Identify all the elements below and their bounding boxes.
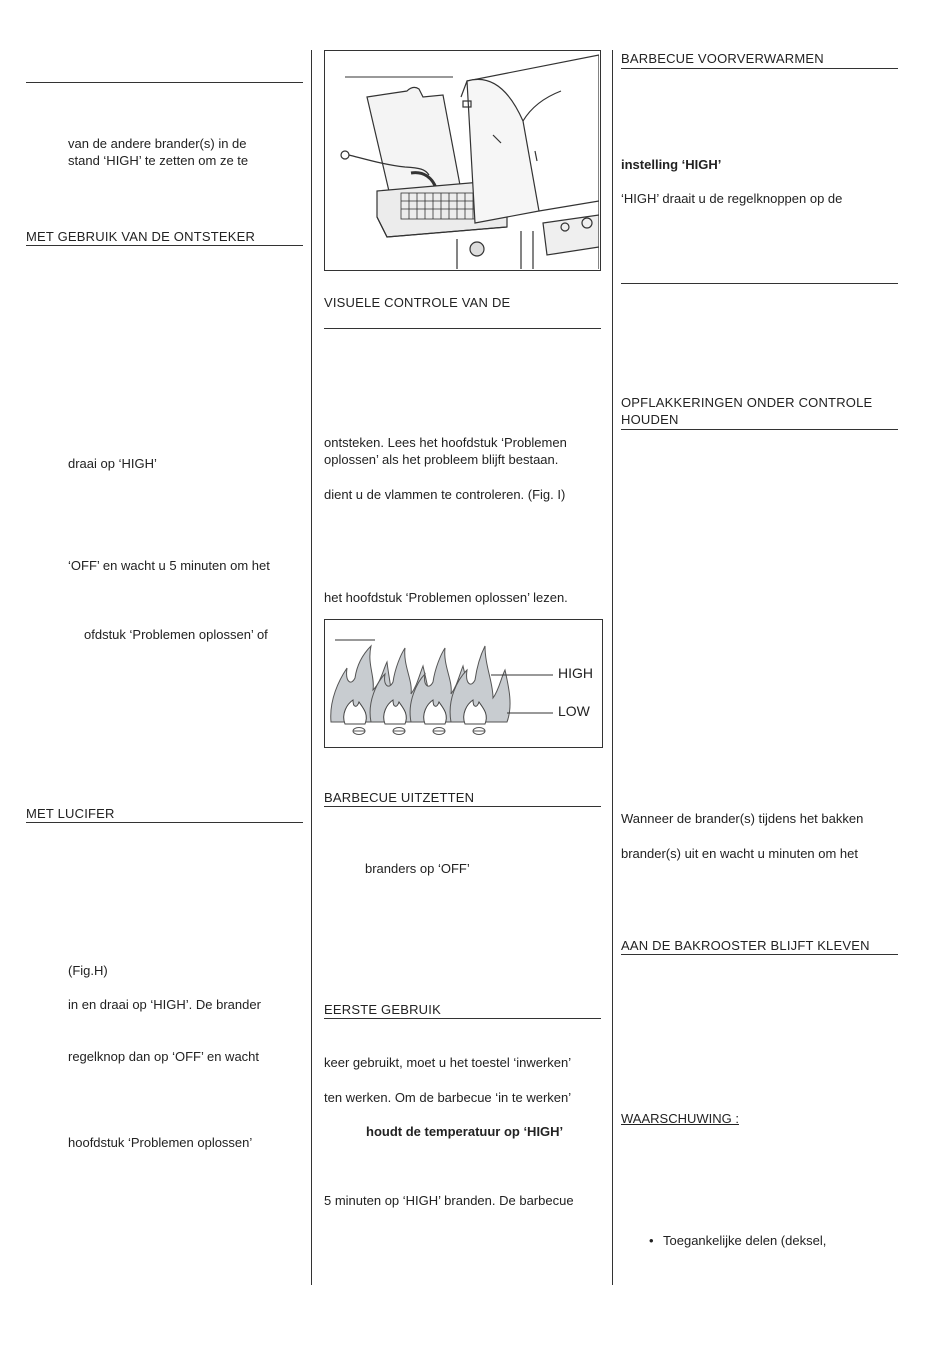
- section-heading: HOUDEN: [621, 412, 679, 427]
- body-text: het hoofdstuk ‘Problemen oplossen’ lezen.: [324, 590, 568, 605]
- body-text-bold: houdt de temperatuur op ‘HIGH’: [366, 1124, 564, 1139]
- body-text: draai op ‘HIGH’: [68, 456, 157, 471]
- section-heading: MET GEBRUIK VAN DE ONTSTEKER: [26, 229, 256, 244]
- section-rule: [324, 1018, 601, 1019]
- section-heading: OPFLAKKERINGEN ONDER CONTROLE: [621, 395, 873, 410]
- body-text: (Fig.H): [68, 963, 108, 978]
- section-rule: [26, 82, 303, 83]
- body-text: oplossen’ als het probleem blijft bestaan.: [324, 452, 559, 467]
- section-heading: MET LUCIFER: [26, 806, 115, 821]
- bullet-marker: •: [649, 1233, 654, 1248]
- section-heading: VISUELE CONTROLE VAN DE: [324, 295, 511, 310]
- body-text: ‘OFF’ en wacht u 5 minuten om het: [68, 558, 270, 573]
- body-text: branders op ‘OFF’: [365, 861, 470, 876]
- section-heading: BARBECUE UITZETTEN: [324, 790, 475, 805]
- body-text: dient u de vlammen te controleren. (Fig. I): [324, 487, 566, 502]
- grill-illustration: [324, 50, 601, 271]
- section-heading: AAN DE BAKROOSTER BLIJFT KLEVEN: [621, 938, 870, 953]
- body-text: ontsteken. Lees het hoofdstuk ‘Problemen: [324, 435, 567, 450]
- flame-label-low: LOW: [558, 703, 590, 719]
- body-text: brander(s) uit en wacht u minuten om het: [621, 846, 859, 861]
- body-text: ‘HIGH’ draait u de regelknoppen op de: [621, 191, 843, 206]
- body-text: 5 minuten op ‘HIGH’ branden. De barbecue: [324, 1193, 574, 1208]
- column-divider-right: [612, 50, 613, 1285]
- section-rule: [324, 806, 601, 807]
- section-rule: [621, 429, 898, 430]
- body-text: hoofdstuk ‘Problemen oplossen’: [68, 1135, 253, 1150]
- section-rule: [621, 68, 898, 69]
- body-text: van de andere brander(s) in de: [68, 136, 247, 151]
- section-heading: BARBECUE VOORVERWARMEN: [621, 51, 824, 66]
- warning-label: WAARSCHUWING :: [621, 1111, 739, 1126]
- body-text: Wanneer de brander(s) tijdens het bakken: [621, 811, 864, 826]
- section-rule: [26, 822, 303, 823]
- column-divider-left: [311, 50, 312, 1285]
- section-rule: [621, 283, 898, 284]
- body-text: stand ‘HIGH’ te zetten om ze te: [68, 153, 249, 168]
- flame-figure: [324, 619, 603, 748]
- flame-label-high: HIGH: [558, 665, 593, 681]
- bullet-text: Toegankelijke delen (deksel,: [663, 1233, 827, 1248]
- body-text-bold: instelling ‘HIGH’: [621, 157, 722, 172]
- section-rule: [26, 245, 303, 246]
- body-text: keer gebruikt, moet u het toestel ‘inwerken’: [324, 1055, 572, 1070]
- body-text: regelknop dan op ‘OFF’ en wacht: [68, 1049, 260, 1064]
- section-rule: [621, 954, 898, 955]
- body-text: ofdstuk ‘Problemen oplossen’ of: [84, 627, 268, 642]
- body-text: in en draai op ‘HIGH’. De brander: [68, 997, 261, 1012]
- section-rule: [324, 328, 601, 329]
- body-text: ten werken. Om de barbecue ‘in te werken’: [324, 1090, 572, 1105]
- section-heading: EERSTE GEBRUIK: [324, 1002, 441, 1017]
